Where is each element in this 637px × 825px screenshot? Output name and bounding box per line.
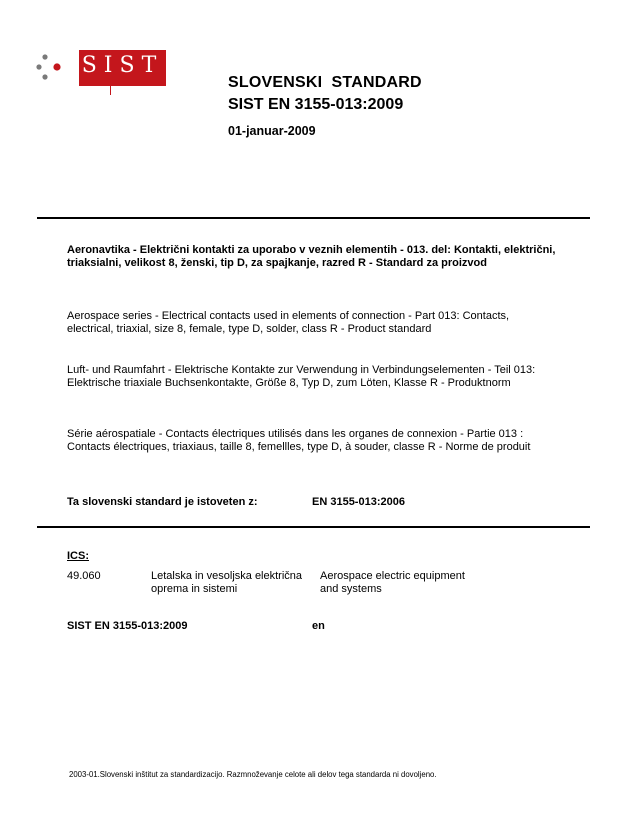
standard-number-heading: SIST EN 3155-013:2009 (228, 96, 404, 113)
standard-language: en (312, 620, 325, 632)
title-german: Luft- und Raumfahrt - Elektrische Kontakte zur Verwendung in Verbindungselementen - Teil 013: Elektrische triaxiale Buchsenkontakte, Größe 8, Typ D, zum Löten, Klasse R - Produktnorm (67, 364, 536, 390)
standard-date: 01-januar-2009 (228, 124, 316, 138)
ics-label: ICS: (67, 550, 89, 562)
title-french: Série aérospatiale - Contacts électriques utilisés dans les organes de connexion - Partie 013 : Contacts électriques, triaxiaus, taille 8, femellles, type D, à souder, classe R - Norme de produit (67, 428, 531, 454)
logo-dots-icon (35, 51, 75, 81)
ics-description-english: Aerospace electric equipment and systems (320, 570, 465, 595)
logo-accent-line (110, 86, 111, 95)
standard-code: SIST EN 3155-013:2009 (67, 620, 188, 632)
sist-logo (79, 50, 166, 86)
title-slovenian: Aeronavtika - Električni kontakti za uporabo v veznih elementih - 013. del: Kontakti, električni, triaksialni, velikost 8, ženski, tip D, za spajkanje, razred R - Standard za proizvod (67, 244, 556, 270)
equivalence-label: Ta slovenski standard je istoveten z: (67, 496, 258, 508)
bottom-divider (37, 526, 590, 528)
copyright-footer: 2003-01.Slovenski inštitut za standardizacijo. Razmnoževanje celote ali delov tega standarda ni dovoljeno. (69, 770, 437, 779)
top-divider (37, 217, 590, 219)
sist-logo-text: SIST (81, 53, 164, 78)
ics-description-slovenian: Letalska in vesoljska električna oprema in sistemi (151, 570, 303, 595)
ics-code: 49.060 (67, 570, 101, 582)
title-english: Aerospace series - Electrical contacts used in elements of connection - Part 013: Contacts, electrical, triaxial, size 8, female, type D, solder, class R - Product standard (67, 310, 510, 336)
standard-type-heading: SLOVENSKI STANDARD (228, 74, 422, 91)
equivalence-value: EN 3155-013:2006 (312, 496, 405, 508)
